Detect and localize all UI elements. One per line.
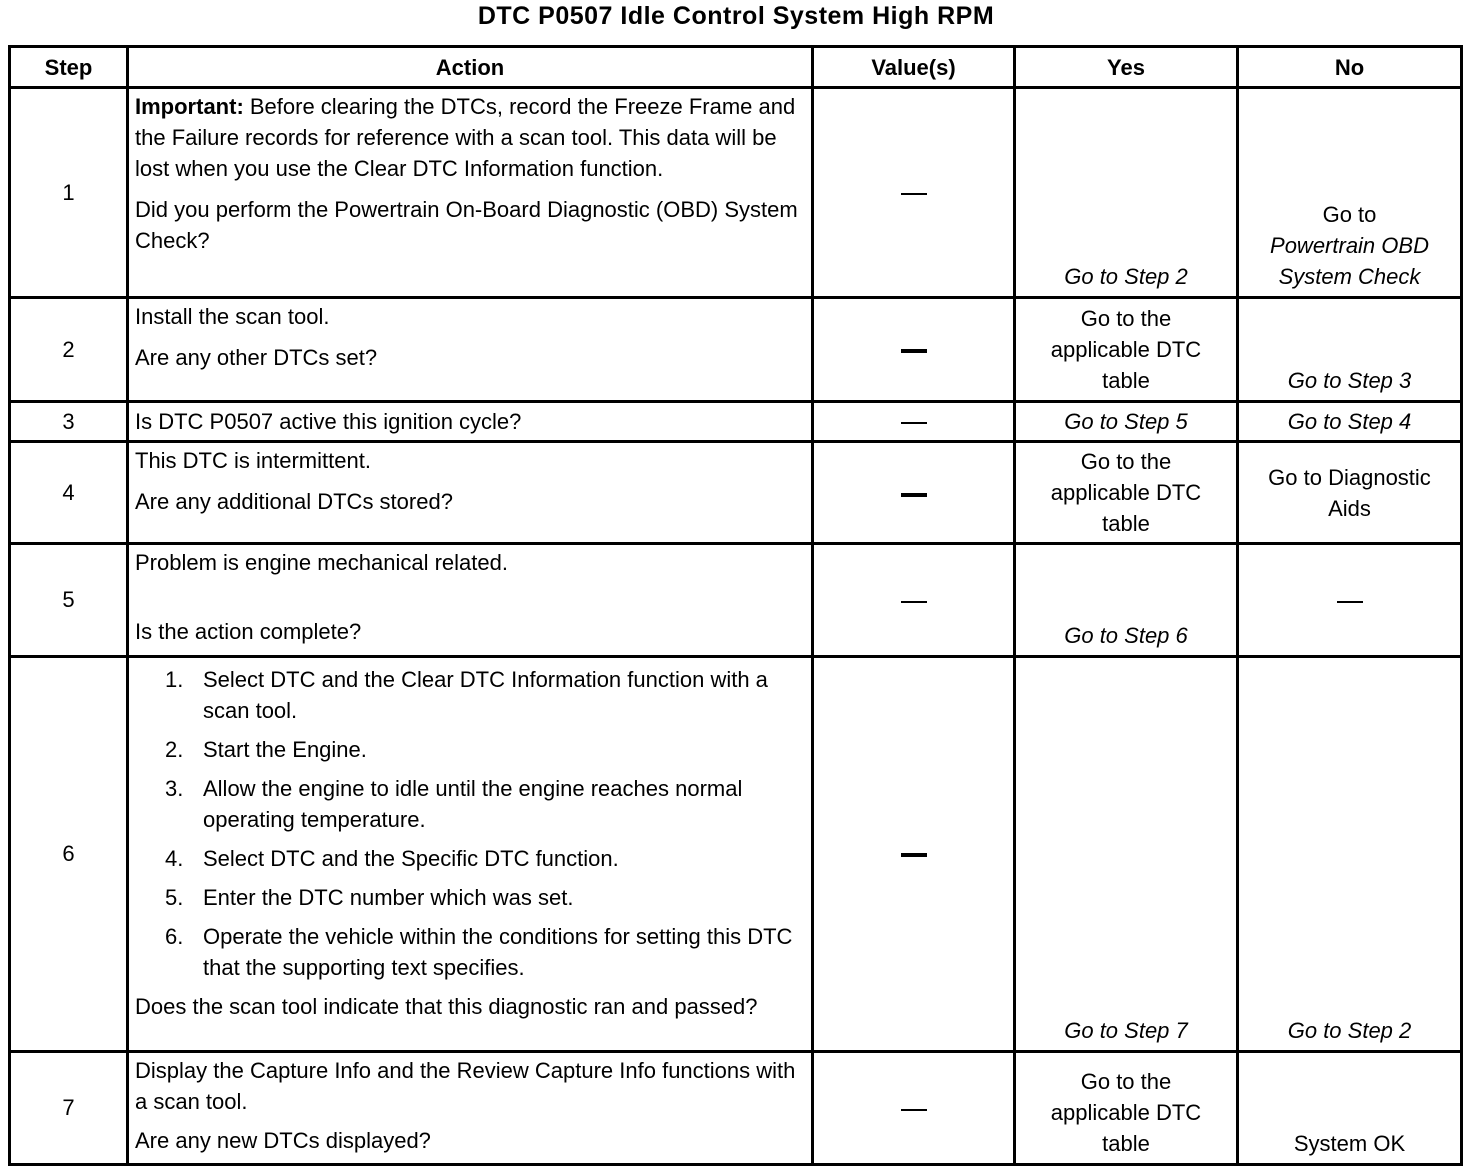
dash-mark — [901, 1109, 927, 1111]
list-number: 4. — [165, 845, 184, 871]
procedure-list — [135, 664, 805, 983]
step-number: 6 — [10, 656, 128, 1051]
table-row — [10, 402, 1462, 442]
list-number: 2. — [165, 736, 184, 762]
header-step: Step — [10, 47, 128, 88]
yes-text: Go to the applicable DTC table — [1050, 449, 1202, 537]
dash-mark — [901, 422, 927, 424]
diagnostic-table-wrapper — [8, 45, 1460, 1166]
dash-mark — [901, 349, 927, 353]
action-question: Did you perform the Powertrain On-Board Diagnostic (OBD) System Check? — [135, 197, 798, 253]
no-text: Go to Diagnostic Aids — [1268, 464, 1431, 521]
step-number: 4 — [10, 442, 128, 544]
action-question: Are any new DTCs displayed? — [135, 1127, 431, 1153]
list-item — [135, 773, 805, 835]
table-row — [10, 1051, 1462, 1164]
action-cell — [128, 442, 813, 544]
yes-cell — [1015, 656, 1238, 1051]
header-yes: Yes — [1015, 47, 1238, 88]
no-cell — [1238, 88, 1462, 298]
list-number: 1. — [165, 666, 184, 692]
no-text: Go to — [1322, 202, 1377, 228]
list-text: Start the Engine. — [203, 736, 367, 762]
action-text: Display the Capture Info and the Review Capture Info functions with a scan tool. — [135, 1057, 796, 1114]
yes-cell — [1015, 88, 1238, 298]
list-text: Operate the vehicle within the conditions for setting this DTC that the supporting text specifies. — [203, 923, 793, 980]
list-text: Allow the engine to idle until the engine reaches normal operating temperature. — [203, 775, 743, 832]
value-cell — [813, 402, 1015, 442]
action-cell — [128, 298, 813, 402]
yes-cell — [1015, 402, 1238, 442]
list-item — [135, 734, 805, 765]
value-cell — [813, 442, 1015, 544]
table-row — [10, 544, 1462, 656]
no-link[interactable]: Go to Step 3 — [1287, 368, 1412, 394]
no-cell — [1238, 544, 1462, 656]
header-values: Value(s) — [813, 47, 1015, 88]
dash-mark — [901, 601, 927, 603]
list-text: Enter the DTC number which was set. — [203, 884, 574, 910]
list-item — [135, 882, 805, 913]
action-question: Are any additional DTCs stored? — [135, 489, 453, 515]
yes-link[interactable]: Go to Step 7 — [1064, 1017, 1188, 1043]
action-text: Problem is engine mechanical related. — [135, 550, 508, 576]
action-text: This DTC is intermittent. — [135, 448, 371, 474]
yes-text: Go to the applicable DTC table — [1050, 1069, 1202, 1156]
no-cell — [1238, 298, 1462, 402]
yes-cell — [1015, 1051, 1238, 1164]
action-question: Is DTC P0507 active this ignition cycle? — [135, 409, 522, 435]
action-question: Are any other DTCs set? — [135, 345, 378, 371]
header-no: No — [1238, 47, 1462, 88]
table-row — [10, 442, 1462, 544]
table-row — [10, 88, 1462, 298]
action-question: Does the scan tool indicate that this diagnostic ran and passed? — [135, 993, 758, 1019]
header-row — [10, 47, 1462, 88]
list-text: Select DTC and the Clear DTC Information function with a scan tool. — [203, 666, 768, 723]
action-cell — [128, 656, 813, 1051]
action-cell — [128, 1051, 813, 1164]
diagnostic-table — [8, 45, 1463, 1166]
yes-link[interactable]: Go to Step 6 — [1064, 622, 1188, 648]
table-row — [10, 298, 1462, 402]
yes-cell — [1015, 298, 1238, 402]
list-item — [135, 664, 805, 726]
table-row — [10, 656, 1462, 1051]
step-number: 1 — [10, 88, 128, 298]
no-text: System OK — [1293, 1131, 1406, 1156]
list-number: 3. — [165, 775, 184, 801]
value-cell — [813, 298, 1015, 402]
list-number: 5. — [165, 884, 184, 910]
step-number: 5 — [10, 544, 128, 656]
value-cell — [813, 544, 1015, 656]
dash-mark — [901, 493, 927, 497]
step-number: 3 — [10, 402, 128, 442]
page-title: DTC P0507 Idle Control System High RPM — [477, 2, 995, 30]
no-cell — [1238, 1051, 1462, 1164]
list-item — [135, 843, 805, 874]
action-text: Install the scan tool. — [135, 304, 330, 330]
list-text: Select DTC and the Specific DTC function. — [203, 845, 619, 871]
action-cell — [128, 88, 813, 298]
no-link[interactable]: Powertrain OBD System Check — [1270, 233, 1429, 290]
no-cell — [1238, 402, 1462, 442]
header-action: Action — [128, 47, 813, 88]
no-cell — [1238, 656, 1462, 1051]
action-text — [135, 91, 805, 184]
no-link[interactable]: Go to Step 2 — [1287, 1017, 1412, 1043]
important-label: Important: — [135, 94, 244, 119]
list-item — [135, 921, 805, 983]
dash-mark — [901, 853, 927, 857]
step-number: 7 — [10, 1051, 128, 1164]
action-cell — [128, 402, 813, 442]
action-cell — [128, 544, 813, 656]
yes-cell — [1015, 544, 1238, 656]
yes-link[interactable]: Go to Step 2 — [1064, 264, 1188, 290]
important-text: Before clearing the DTCs, record the Freeze Frame and the Failure records for reference with a scan tool. This data will be lost when you use the Clear DTC Information function. — [135, 94, 796, 181]
value-cell — [813, 656, 1015, 1051]
dash-mark — [901, 193, 927, 195]
action-question: Is the action complete? — [135, 619, 362, 645]
yes-link[interactable]: Go to Step 5 — [1064, 409, 1188, 435]
no-link[interactable]: Go to Step 4 — [1287, 409, 1412, 435]
yes-text: Go to the applicable DTC table — [1050, 306, 1202, 394]
yes-cell — [1015, 442, 1238, 544]
value-cell — [813, 88, 1015, 298]
value-cell — [813, 1051, 1015, 1164]
no-cell — [1238, 442, 1462, 544]
step-number: 2 — [10, 298, 128, 402]
dash-mark — [1337, 601, 1363, 603]
list-number: 6. — [165, 923, 184, 949]
